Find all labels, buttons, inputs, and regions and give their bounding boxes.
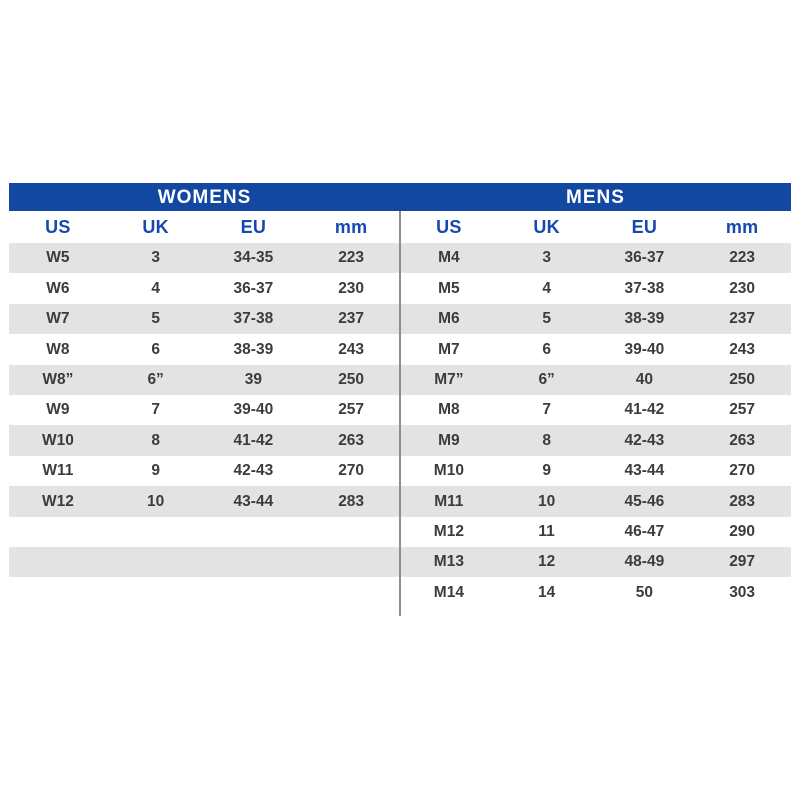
size-cell: M7	[438, 340, 460, 358]
size-cell: 6”	[538, 371, 555, 388]
size-cell: W8	[46, 340, 70, 358]
table-row	[9, 577, 400, 607]
size-cell: 37-38	[624, 279, 665, 297]
size-cell: 39-40	[624, 340, 665, 358]
size-cell: 283	[729, 492, 756, 510]
size-cell: W6	[46, 279, 70, 297]
table-row	[400, 334, 791, 364]
size-cell: M10	[433, 462, 464, 480]
size-cell: M7”	[434, 371, 464, 388]
size-cell: W9	[46, 401, 70, 419]
column-header-uk: UK	[533, 217, 560, 237]
size-cell: W10	[41, 431, 74, 449]
table-row	[400, 273, 791, 303]
size-cell: 4	[151, 279, 160, 297]
size-cell: W7	[46, 310, 70, 328]
table-row	[9, 425, 400, 455]
size-cell: 12	[538, 553, 556, 571]
size-cell: 223	[729, 249, 756, 267]
table-row	[9, 517, 400, 547]
size-cell: 38-39	[233, 340, 274, 358]
table-row	[9, 273, 400, 303]
size-cell: 43-44	[233, 492, 274, 510]
size-cell: M4	[438, 249, 460, 267]
table-row	[400, 304, 791, 334]
size-cell: W11	[42, 462, 74, 480]
table-row	[9, 456, 400, 486]
table-row	[9, 395, 400, 425]
size-cell: M12	[433, 522, 464, 540]
section-title-bar	[9, 183, 791, 211]
size-cell: 8	[151, 431, 160, 449]
size-cell: 9	[542, 462, 551, 480]
table-row	[9, 365, 400, 395]
column-header-us: US	[436, 217, 462, 237]
size-cell: 290	[729, 522, 756, 540]
size-cell: 257	[729, 401, 756, 419]
table-row	[9, 334, 400, 364]
size-cell: 4	[542, 279, 551, 297]
column-header-eu: EU	[240, 217, 267, 237]
table-row	[400, 425, 791, 455]
size-cell: 10	[147, 492, 165, 510]
mens-section-title: MENS	[566, 186, 625, 208]
table-row	[400, 243, 791, 273]
size-cell: 3	[151, 249, 160, 267]
size-cell: 297	[729, 553, 756, 571]
size-table-body	[9, 211, 791, 608]
size-cell: 36-37	[233, 279, 274, 297]
table-row	[400, 517, 791, 547]
size-cell: 237	[729, 310, 756, 328]
size-cell: 9	[151, 462, 160, 480]
size-cell: 41-42	[624, 401, 665, 419]
size-cell: M6	[438, 310, 460, 328]
size-cell: 42-43	[624, 431, 665, 449]
size-cell: 270	[729, 462, 756, 480]
size-cell: 41-42	[233, 431, 274, 449]
size-cell: 40	[635, 371, 653, 388]
size-cell: M11	[434, 492, 464, 510]
table-row	[9, 486, 400, 516]
size-cell: 8	[542, 431, 551, 449]
column-header-mm: mm	[334, 217, 368, 237]
size-cell: 263	[338, 431, 365, 449]
size-cell: 243	[729, 340, 756, 358]
table-row	[400, 547, 791, 577]
table-row	[400, 395, 791, 425]
size-cell: 283	[338, 492, 365, 510]
size-cell: 45-46	[624, 492, 665, 510]
size-cell: 5	[542, 310, 551, 328]
table-row	[9, 547, 400, 577]
column-header-mm: mm	[725, 217, 759, 237]
column-header-row	[400, 211, 791, 243]
column-header-us: US	[45, 217, 71, 237]
size-cell: 14	[538, 583, 556, 601]
size-cell: 223	[338, 249, 365, 267]
size-cell: 7	[151, 401, 160, 419]
size-cell: 257	[338, 401, 365, 419]
size-cell: 39	[244, 371, 262, 388]
size-cell: 43-44	[624, 462, 665, 480]
size-cell: 42-43	[233, 462, 274, 480]
size-cell: 6	[542, 340, 551, 358]
table-row	[400, 365, 791, 395]
size-cell: 48-49	[624, 553, 665, 571]
size-cell: 250	[338, 371, 365, 388]
womens-section-title: WOMENS	[157, 186, 252, 208]
table-row	[9, 243, 400, 273]
size-cell: 7	[542, 401, 551, 419]
size-cell: M8	[438, 401, 460, 419]
size-cell: 34-35	[233, 249, 274, 267]
size-cell: 50	[635, 583, 653, 601]
size-cell: 11	[538, 522, 555, 540]
size-cell: 3	[542, 249, 551, 267]
size-cell: 6”	[147, 371, 164, 388]
size-cell: 230	[729, 279, 756, 297]
size-cell: 263	[729, 431, 756, 449]
table-row	[400, 577, 791, 607]
size-cell: M9	[438, 431, 460, 449]
womens-size-table	[9, 211, 400, 608]
size-cell: 230	[338, 279, 365, 297]
column-header-row	[9, 211, 400, 243]
size-cell: M5	[438, 279, 460, 297]
size-cell: W12	[41, 492, 74, 510]
size-cell: 10	[538, 492, 556, 510]
size-cell: W8”	[42, 371, 74, 388]
table-row	[9, 304, 400, 334]
size-cell: 38-39	[624, 310, 665, 328]
table-row	[400, 456, 791, 486]
size-cell: 46-47	[624, 522, 665, 540]
size-conversion-chart	[9, 183, 791, 608]
size-cell: 36-37	[624, 249, 665, 267]
size-cell: M14	[433, 583, 464, 601]
size-cell: M13	[433, 553, 464, 571]
mens-size-table	[400, 211, 791, 608]
table-row	[400, 486, 791, 516]
size-cell: 303	[729, 583, 756, 601]
size-cell: 250	[729, 371, 756, 388]
size-cell: 37-38	[233, 310, 274, 328]
size-cell: W5	[46, 249, 70, 267]
size-cell: 237	[338, 310, 365, 328]
size-cell: 270	[338, 462, 365, 480]
size-cell: 6	[151, 340, 160, 358]
size-cell: 243	[338, 340, 365, 358]
section-divider-line	[399, 211, 401, 616]
column-header-eu: EU	[631, 217, 658, 237]
size-cell: 5	[151, 310, 160, 328]
column-header-uk: UK	[142, 217, 169, 237]
size-cell: 39-40	[233, 401, 274, 419]
